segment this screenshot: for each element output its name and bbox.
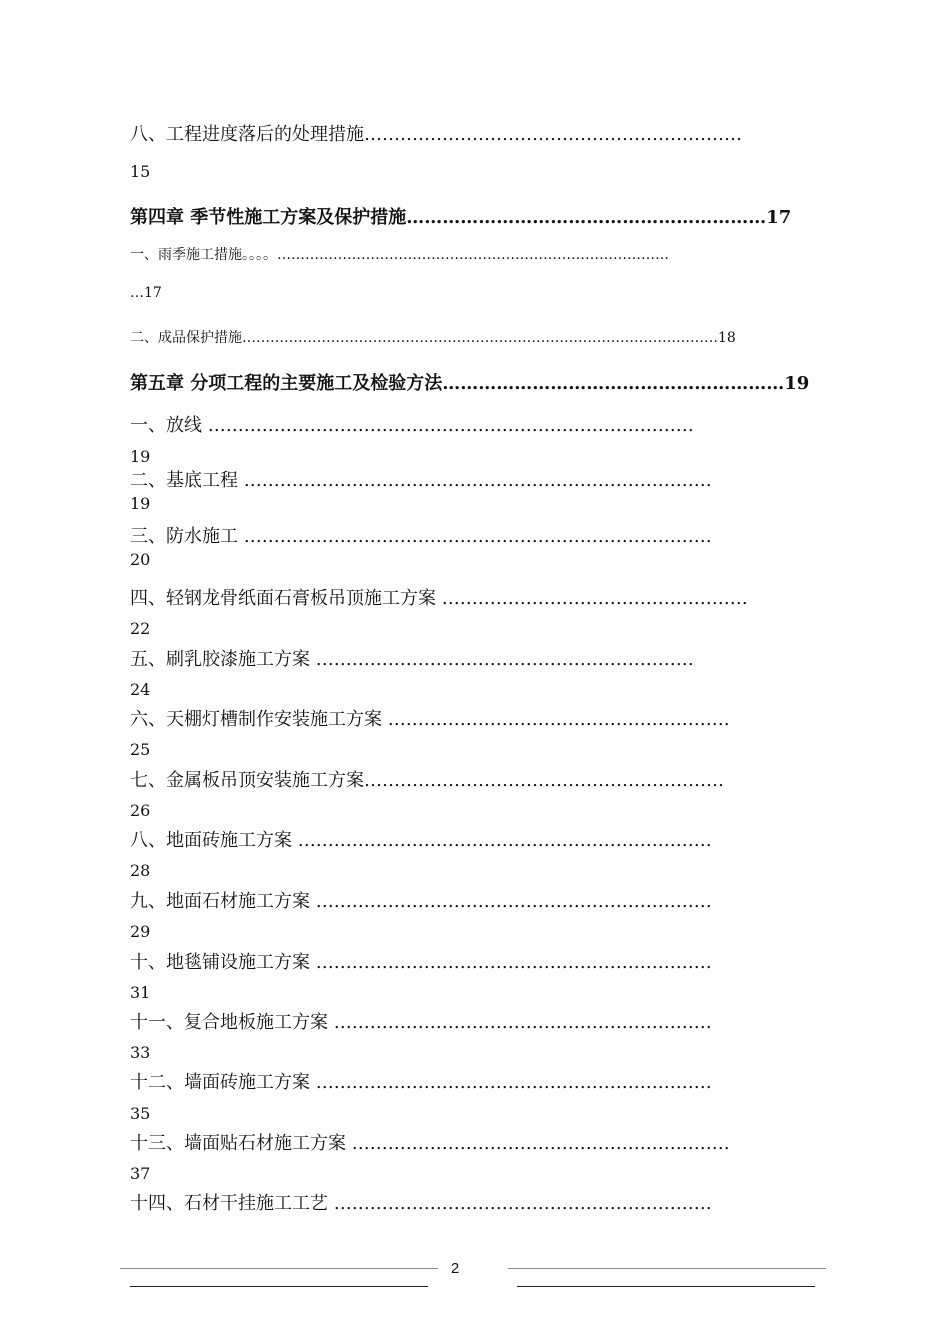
toc-page-number: 19 (130, 447, 151, 466)
toc-page-number: 28 (130, 861, 151, 880)
toc-entry-dry-hanging-stone[interactable]: 十四、石材干挂施工工艺 ……………………………………………………… (130, 1193, 712, 1214)
toc-chapter-4[interactable]: 第四章 季节性施工方案及保护措施……………………………………………………17 (130, 207, 792, 228)
footer-rule-right-top (508, 1268, 826, 1269)
footer-page-number: 2 (450, 1260, 460, 1277)
toc-page-number: 26 (130, 801, 151, 820)
toc-entry-latex-paint[interactable]: 五、刷乳胶漆施工方案 ……………………………………………………… (130, 649, 694, 670)
toc-entry-base-works[interactable]: 二、基底工程 …………………………………………………………………… (130, 470, 712, 491)
toc-entry-gypsum-ceiling[interactable]: 四、轻钢龙骨纸面石膏板吊顶施工方案 …………………………………………… (130, 588, 748, 609)
footer-rule-left-bottom (130, 1286, 428, 1287)
toc-page-number: …17 (130, 285, 162, 301)
toc-page-number: 31 (130, 983, 151, 1002)
toc-entry-schedule-delay[interactable]: 八、工程进度落后的处理措施……………………………………………………… (130, 124, 742, 145)
toc-page-number: 35 (130, 1104, 151, 1123)
toc-entry-wall-stone[interactable]: 十三、墙面贴石材施工方案 ……………………………………………………… (130, 1133, 730, 1154)
toc-entry-metal-ceiling[interactable]: 七、金属板吊顶安装施工方案…………………………………………………… (130, 770, 724, 791)
toc-chapter-5[interactable]: 第五章 分项工程的主要施工及检验方法…………………………………………………19 (130, 373, 810, 394)
toc-entry-wall-tile[interactable]: 十二、墙面砖施工方案 ………………………………………………………… (130, 1072, 712, 1093)
toc-page-number: 33 (130, 1043, 151, 1062)
toc-page-number: 15 (130, 162, 151, 181)
toc-entry-floor-tile[interactable]: 八、地面砖施工方案 …………………………………………………………… (130, 830, 712, 851)
toc-entry-rainy-season[interactable]: 一、雨季施工措施。。。。………………………………………………………………………… (130, 247, 669, 263)
toc-entry-carpet[interactable]: 十、地毯铺设施工方案 ………………………………………………………… (130, 952, 712, 973)
footer-rule-left-top (120, 1268, 438, 1269)
toc-page-number: 20 (130, 550, 151, 569)
toc-entry-product-protection[interactable]: 二、成品保护措施…………………………………………………………………………………………18 (130, 330, 736, 346)
toc-entry-floor-stone[interactable]: 九、地面石材施工方案 ………………………………………………………… (130, 891, 712, 912)
footer-rule-right-bottom (517, 1286, 815, 1287)
toc-page-number: 29 (130, 922, 151, 941)
toc-entry-light-trough[interactable]: 六、天棚灯槽制作安装施工方案 ………………………………………………… (130, 709, 730, 730)
toc-page-number: 37 (130, 1164, 151, 1183)
toc-page-number: 19 (130, 494, 151, 513)
toc-page-number: 24 (130, 680, 151, 699)
toc-entry-laminate-floor[interactable]: 十一、复合地板施工方案 ……………………………………………………… (130, 1012, 712, 1033)
toc-entry-waterproofing[interactable]: 三、防水施工 …………………………………………………………………… (130, 526, 712, 547)
toc-entry-setting-out[interactable]: 一、放线 ……………………………………………………………………… (130, 415, 694, 436)
toc-page-number: 25 (130, 740, 151, 759)
toc-page-number: 22 (130, 619, 151, 638)
